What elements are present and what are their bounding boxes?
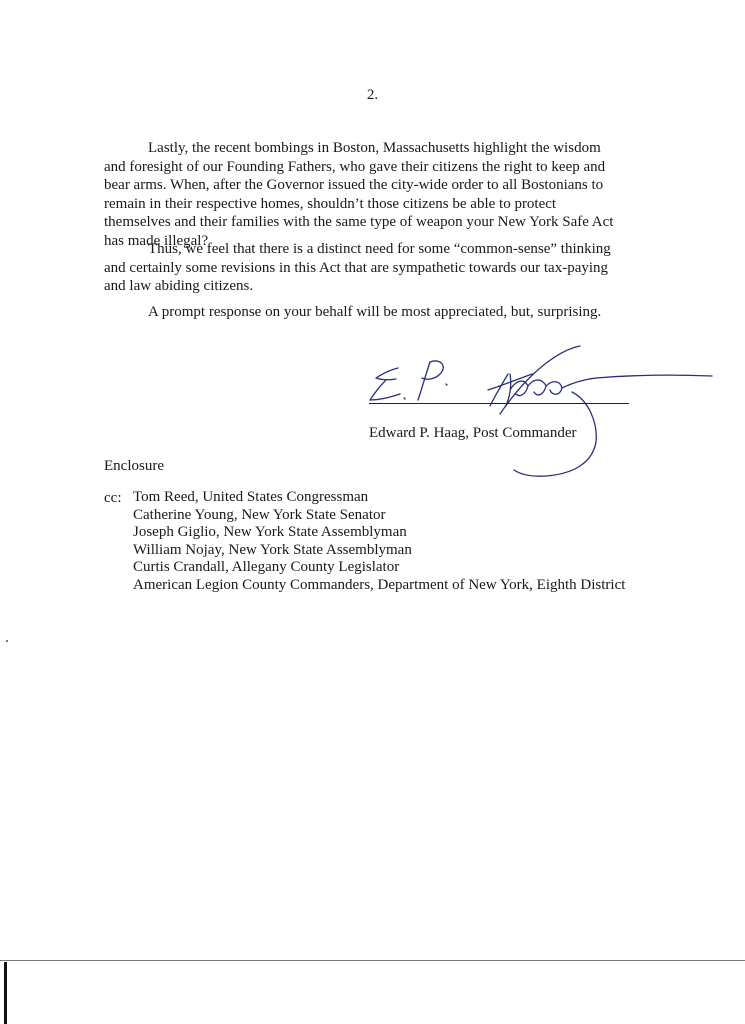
signature-stroke-dot-1 — [404, 398, 405, 399]
handwritten-signature — [360, 340, 720, 480]
cc-recipient-list — [133, 489, 625, 595]
cc-recipient: William Nojay, New York State Assemblyman — [133, 541, 412, 558]
signature-stroke-e — [370, 368, 400, 400]
signature-line — [369, 403, 629, 404]
page-number: 2. — [366, 87, 379, 103]
cc-recipient: American Legion County Commanders, Department of New York, Eighth District — [133, 576, 626, 593]
scan-edge-line — [0, 960, 745, 961]
scan-speck — [6, 640, 8, 642]
signature-stroke-flourish — [500, 346, 712, 476]
body-paragraph-3: A prompt response on your behalf will be most appreciated, but, surprising. — [148, 304, 602, 320]
enclosure-note: Enclosure — [104, 458, 164, 474]
body-paragraph-2: Thus, we feel that there is a distinct need for some “common-sense” thinking and certainly some revisions in this Act that are sympathetic towards our tax-paying and law abiding citizens. — [104, 241, 611, 294]
scan-edge-shadow — [4, 962, 7, 1024]
cc-recipient: Catherine Young, New York State Senator — [133, 506, 386, 523]
cc-recipient: Joseph Giglio, New York State Assemblyman — [133, 524, 407, 541]
signature-stroke-p — [418, 361, 443, 400]
signature-stroke-haag — [488, 374, 596, 406]
signature-stroke-dot-2 — [446, 384, 447, 385]
cc-recipient: Tom Reed, United States Congressman — [133, 489, 369, 505]
body-paragraph-1: Lastly, the recent bombings in Boston, Massachusetts highlight the wisdom and foresight of our Founding Fathers, who gave their citizens the right to keep and bear arms. When, after the Governor issued the city-wide order to all Bostonians to remain in their respective homes, shouldn’t those citizens be able to protect themselves and their families with the same type of weapon your New York Safe Act has made illegal? — [104, 140, 614, 249]
signer-name: Edward P. Haag, Post Commander — [369, 425, 577, 441]
cc-label: cc: — [104, 490, 122, 506]
cc-recipient: Curtis Crandall, Allegany County Legislator — [133, 559, 400, 576]
